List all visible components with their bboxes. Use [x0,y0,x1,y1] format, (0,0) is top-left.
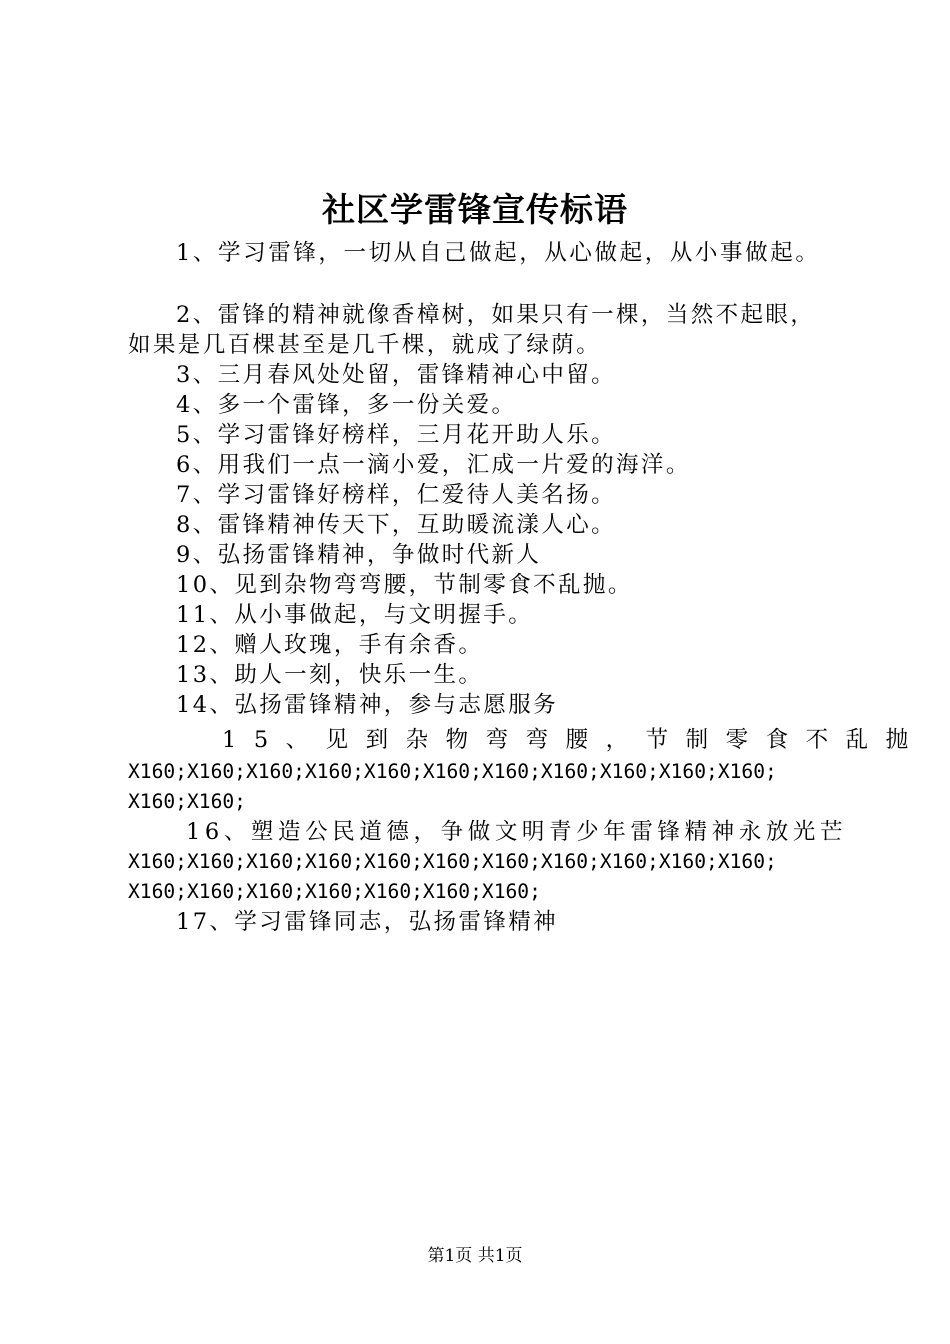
slogan-line-14: 14、弘扬雷锋精神，参与志愿服务 [176,692,559,718]
slogan-line-1: 1、学习雷锋，一切从自己做起，从心做起，从小事做起。 [176,240,821,266]
page-footer: 第1页 共1页 [427,1246,523,1266]
page-title: 社区学雷锋宣传标语 [322,190,628,229]
slogan-line-8: 8、雷锋精神传天下，互助暖流漾人心。 [176,512,617,538]
slogan-line-2-cont: 如果是几百棵甚至是几千棵，就成了绿荫。 [128,332,602,358]
slogan-line-16-cont: X160;X160;X160;X160;X160;X160;X160;X160;X160;X160;X160; [128,850,777,873]
slogan-line-5: 5、学习雷锋好榜样，三月花开助人乐。 [176,422,617,448]
slogan-line-16: 16、塑造公民道德，争做文明青少年雷锋精神永放光芒 [186,819,848,845]
slogan-line-15-cont-2: X160;X160; [128,790,246,813]
slogan-line-16-cont-2: X160;X160;X160;X160;X160;X160;X160; [128,880,541,903]
slogan-line-7: 7、学习雷锋好榜样，仁爱待人美名扬。 [176,482,617,508]
slogan-line-17: 17、学习雷锋同志，弘扬雷锋精神 [176,909,559,935]
slogan-line-15-cont: X160;X160;X160;X160;X160;X160;X160;X160;X160;X160;X160; [128,760,777,783]
slogan-line-15: 15、见到杂物弯弯腰，节制零食不乱抛 [222,727,926,753]
slogan-line-13: 13、助人一刻，快乐一生。 [176,662,484,688]
slogan-line-2: 2、雷锋的精神就像香樟树，如果只有一棵，当然不起眼， [176,302,816,328]
slogan-line-10: 10、见到杂物弯弯腰，节制零食不乱抛。 [176,572,633,598]
slogan-line-11: 11、从小事做起，与文明握手。 [176,602,534,628]
slogan-line-9: 9、弘扬雷锋精神，争做时代新人 [176,542,542,568]
slogan-line-12: 12、赠人玫瑰，手有余香。 [176,632,484,658]
slogan-line-4: 4、多一个雷锋，多一份关爱。 [176,392,517,418]
slogan-line-3: 3、三月春风处处留，雷锋精神心中留。 [176,362,617,388]
slogan-line-6: 6、用我们一点一滴小爱，汇成一片爱的海洋。 [176,452,691,478]
